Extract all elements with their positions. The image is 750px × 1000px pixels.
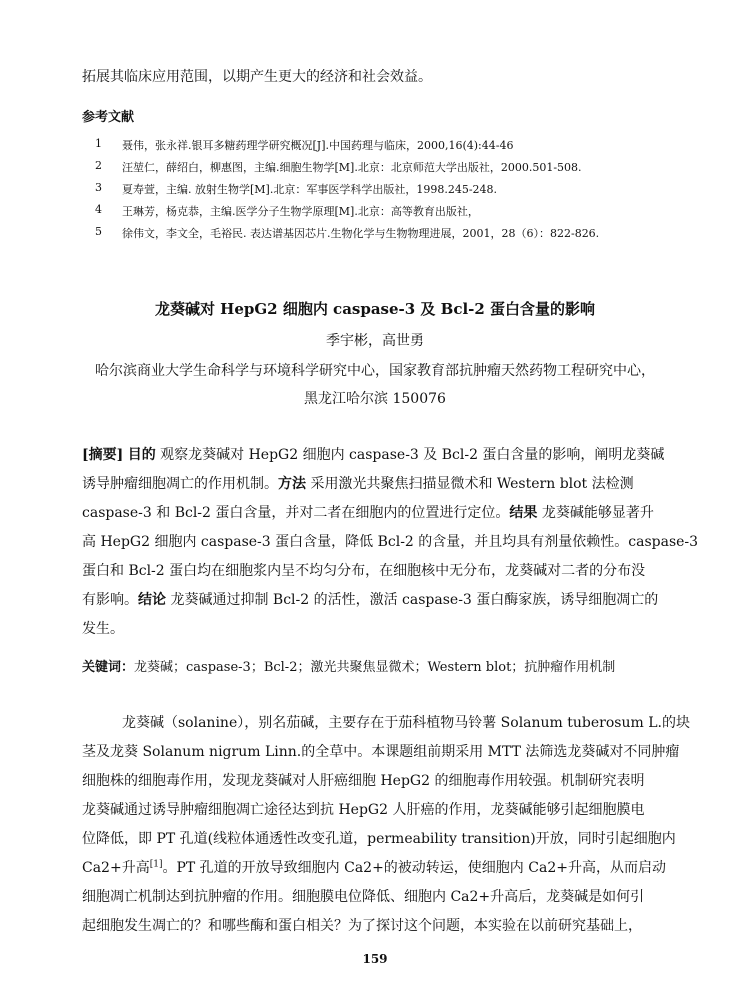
abstract-text: 诱导肿瘤细胞凋亡的作用机制。 (82, 476, 278, 492)
body-text: 。PT 孔道的开放导致细胞内 Ca2+的被动转运，使细胞内 Ca2+升高，从而启动 (162, 860, 666, 876)
abstract-line (82, 502, 654, 522)
abstract-method-label: 方法 (278, 476, 306, 492)
abstract-line: 高 HepG2 细胞内 caspase-3 蛋白含量，降低 Bcl-2 的含量，并且均具有剂量依赖性。caspase-3 (82, 534, 699, 550)
abstract-line (82, 473, 634, 493)
reference-text: 夏寿萱，主编. 放射生物学[M].北京：军事医学科学出版社，1998.245-248. (122, 183, 498, 196)
body-line: 细胞株的细胞毒作用，发现龙葵碱对人肝癌细胞 HepG2 的细胞毒作用较强。机制研究表明 (82, 773, 645, 789)
abstract-text: 观察龙葵碱对 HepG2 细胞内 caspase-3 及 Bcl-2 蛋白含量的影响，阐明龙葵碱 (155, 447, 665, 463)
abstract-purpose-label: 目的 (127, 447, 156, 463)
abstract-label: [摘要] (82, 447, 124, 463)
body-line: 细胞凋亡机制达到抗肿瘤的作用。细胞膜电位降低、细胞内 Ca2+升高后，龙葵碱是如何引 (82, 889, 645, 905)
abstract-result-label: 结果 (509, 505, 538, 521)
keywords-label: 关键词： (82, 660, 135, 675)
article-title: 龙葵碱对 HepG2 细胞内 caspase-3 及 Bcl-2 蛋白含量的影响 (154, 300, 596, 318)
reference-number: 3 (95, 181, 102, 194)
reference-text: 王琳芳，杨克恭，主编.医学分子生物学原理[M].北京：高等教育出版社， (122, 205, 479, 218)
abstract-text: 龙葵碱能够显著升 (537, 505, 654, 521)
page-number: 159 (362, 952, 388, 966)
abstract-text: 有影响。 (82, 592, 138, 608)
article-authors: 季宇彬，高世勇 (326, 333, 424, 349)
abstract-line: 发生。 (82, 621, 124, 637)
body-line: 龙葵碱（solanine），别名茄碱，主要存在于茄科植物马铃薯 Solanum tuberosum L.的块 (122, 715, 690, 731)
body-line: 起细胞发生凋亡的？和哪些酶和蛋白相关？为了探讨这个问题，本实验在以前研究基础上， (82, 918, 642, 934)
abstract-line (82, 589, 658, 609)
reference-text: 汪堃仁，薛绍白，柳惠图，主编.细胞生物学[M].北京：北京师范大学出版社，2000.501-508. (122, 161, 582, 174)
article-affiliation-line1: 哈尔滨商业大学生命科学与环境科学研究中心，国家教育部抗肿瘤天然药物工程研究中心， (95, 363, 655, 379)
abstract-text: caspase-3 和 Bcl-2 蛋白含量，并对二者在细胞内的位置进行定位。 (82, 505, 510, 521)
reference-number: 1 (95, 137, 102, 150)
reference-text: 徐伟文，李文全，毛裕民. 表达谱基因芯片.生物化学与生物物理进展，2001，28（6）：822-826. (122, 227, 600, 240)
reference-number: 2 (95, 159, 102, 172)
reference-number: 5 (95, 225, 102, 238)
abstract-line (82, 444, 664, 464)
reference-text: 聂伟，张永祥.银耳多糖药理学研究概况[J].中国药理与临床，2000,16(4):44-46 (122, 139, 514, 152)
abstract-conclusion-label: 结论 (138, 592, 166, 608)
body-text: Ca2+升高 (82, 860, 150, 876)
citation-superscript: [1] (149, 859, 163, 870)
intro-tail-text: 拓展其临床应用范围，以期产生更大的经济和社会效益。 (82, 69, 432, 85)
body-line: 位降低，即 PT 孔道(线粒体通透性改变孔道，permeability transition)开放，同时引起细胞内 (82, 831, 676, 847)
body-line: 龙葵碱通过诱导肿瘤细胞凋亡途径达到抗 HepG2 人肝癌的作用，龙葵碱能够引起细胞膜电 (82, 802, 645, 818)
keywords (82, 656, 615, 675)
keywords-text: 龙葵碱；caspase-3；Bcl-2；激光共聚焦显微术；Western blot；抗肿瘤作用机制 (134, 660, 616, 675)
abstract-text: 龙葵碱通过抑制 Bcl-2 的活性，激活 caspase-3 蛋白酶家族，诱导细胞凋亡的 (166, 592, 659, 608)
reference-number: 4 (95, 203, 102, 216)
article-affiliation-line2: 黑龙江哈尔滨 150076 (304, 391, 446, 407)
body-line: 茎及龙葵 Solanum nigrum Linn.的全草中。本课题组前期采用 MTT 法筛选龙葵碱对不同肿瘤 (82, 744, 680, 760)
abstract-line: 蛋白和 Bcl-2 蛋白均在细胞浆内呈不均匀分布，在细胞核中无分布，龙葵碱对二者的分布没 (82, 563, 646, 579)
abstract-text: 采用激光共聚焦扫描显微术和 Western blot 法检测 (306, 476, 634, 492)
references-heading: 参考文献 (82, 110, 135, 125)
body-line (82, 857, 666, 877)
